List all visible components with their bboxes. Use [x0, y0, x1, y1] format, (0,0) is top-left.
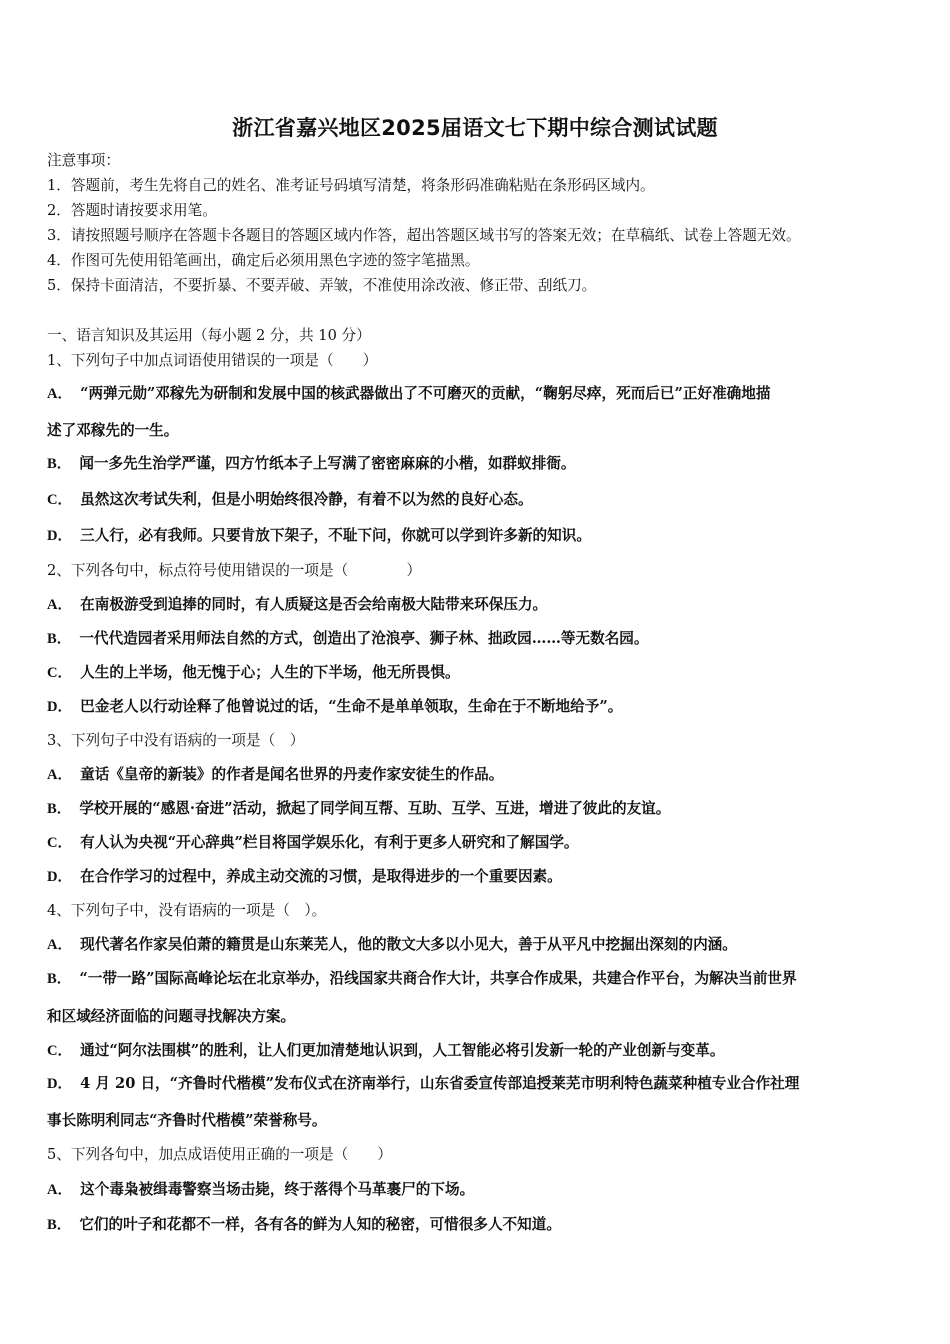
option-text: “两弹元勋”邓稼先为研制和发展中国的核武器做出了不可磨灭的贡献，“鞠躬尽瘁，死而后已”正好准确地描 — [80, 385, 771, 402]
option-line — [47, 629, 649, 649]
question-stem: 2、下列各句中，标点符号使用错误的一项是（ ） — [47, 562, 422, 579]
option-line — [47, 765, 503, 785]
option-text-continued: 述了邓稼先的一生。 — [47, 422, 179, 439]
question-stem: 5、下列各句中，加点成语使用正确的一项是（ ） — [47, 1146, 392, 1163]
question-stem: 4、下列句子中，没有语病的一项是（ ）。 — [47, 902, 327, 919]
option-text: 在合作学习的过程中，养成主动交流的习惯，是取得进步的一个重要因素。 — [80, 868, 562, 885]
option-letter: A． — [47, 937, 73, 953]
option-line — [47, 1180, 474, 1200]
option-text: 4 月 20 日，“齐鲁时代楷模”发布仪式在济南举行，山东省委宣传部追授莱芜市明利特色蔬菜种植专业合作社理 — [80, 1075, 800, 1092]
notice-item: 2．答题时请按要求用笔。 — [47, 202, 217, 219]
page-title: 浙江省嘉兴地区2025届语文七下期中综合测试试题 — [232, 116, 718, 140]
notice-item: 3．请按照题号顺序在答题卡各题目的答题区域内作答，超出答题区域书写的答案无效；在草稿纸、试卷上答题无效。 — [47, 227, 801, 244]
option-letter: A． — [47, 767, 73, 783]
option-text: 闻一多先生治学严谨，四方竹纸本子上写满了密密麻麻的小楷，如群蚁排衙。 — [79, 455, 576, 472]
notice-item: 1．答题前，考生先将自己的姓名、准考证号码填写清楚，将条形码准确粘贴在条形码区域内。 — [47, 177, 655, 194]
option-text: 现代著名作家吴伯萧的籍贯是山东莱芜人，他的散文大多以小见大，善于从平凡中挖掘出深刻的内涵。 — [80, 936, 737, 953]
option-line — [47, 969, 797, 989]
option-text: 一代代造园者采用师法自然的方式，创造出了沧浪亭、狮子林、拙政园……等无数名园。 — [79, 630, 649, 647]
option-letter: D． — [47, 1076, 73, 1092]
option-letter: B． — [47, 1217, 72, 1233]
option-text: 三人行，必有我师。只要肯放下架子，不耻下问，你就可以学到许多新的知识。 — [80, 527, 591, 544]
option-letter: A． — [47, 386, 73, 402]
option-line — [47, 1074, 799, 1094]
option-text: 它们的叶子和花都不一样，各有各的鲜为人知的秘密，可惜很多人不知道。 — [79, 1216, 561, 1233]
option-line — [47, 1041, 724, 1061]
option-line — [47, 935, 737, 955]
section-heading: 一、语言知识及其运用（每小题 2 分，共 10 分） — [47, 327, 371, 344]
notice-heading: 注意事项： — [47, 152, 120, 169]
option-text: 巴金老人以行动诠释了他曾说过的话，“生命不是单单领取，生命在于不断地给予”。 — [80, 698, 623, 715]
option-letter: A． — [47, 1182, 73, 1198]
option-line — [47, 867, 562, 887]
option-text: 这个毒枭被缉毒警察当场击毙，终于落得个马革裹尸的下场。 — [80, 1181, 475, 1198]
option-letter: B． — [47, 801, 72, 817]
option-line — [47, 490, 533, 510]
option-line — [47, 799, 670, 819]
option-line — [47, 526, 591, 546]
option-letter: D． — [47, 699, 73, 715]
option-line — [47, 384, 770, 404]
option-letter: C． — [47, 1043, 73, 1059]
option-text: 在南极游受到追捧的同时，有人质疑这是否会给南极大陆带来环保压力。 — [80, 596, 548, 613]
option-text: 有人认为央视“开心辞典”栏目将国学娱乐化，有利于更多人研究和了解国学。 — [80, 834, 579, 851]
question-stem: 3、下列句子中没有语病的一项是（ ） — [47, 732, 305, 749]
option-letter: B． — [47, 456, 72, 472]
option-letter: B． — [47, 631, 72, 647]
option-letter: C． — [47, 492, 73, 508]
option-letter: B． — [47, 971, 72, 987]
option-text: 学校开展的“感恩·奋进”活动，掀起了同学间互帮、互助、互学、互进，增进了彼此的友谊。 — [79, 800, 671, 817]
option-text-continued: 事长陈明利同志“齐鲁时代楷模”荣誉称号。 — [47, 1112, 327, 1129]
option-text: “一带一路”国际高峰论坛在北京举办，沿线国家共商合作大计，共享合作成果，共建合作平台，为解决当前世界 — [79, 970, 797, 987]
option-letter: C． — [47, 835, 73, 851]
notice-item: 5．保持卡面清洁，不要折暴、不要弄破、弄皱，不准使用涂改液、修正带、刮纸刀。 — [47, 277, 597, 294]
option-line — [47, 833, 579, 853]
option-text: 童话《皇帝的新装》的作者是闻名世界的丹麦作家安徒生的作品。 — [80, 766, 504, 783]
option-line — [47, 454, 576, 474]
option-line — [47, 697, 622, 717]
option-text: 虽然这次考试失利，但是小明始终很冷静，有着不以为然的良好心态。 — [80, 491, 533, 508]
notice-item: 4．作图可先使用铅笔画出，确定后必须用黑色字迹的签字笔描黑。 — [47, 252, 480, 269]
option-text: 通过“阿尔法围棋”的胜利，让人们更加清楚地认识到，人工智能必将引发新一轮的产业创新与变革。 — [80, 1042, 725, 1059]
question-stem: 1、下列句子中加点词语使用错误的一项是（ ） — [47, 352, 378, 369]
option-line — [47, 595, 547, 615]
option-letter: C． — [47, 665, 73, 681]
option-letter: A． — [47, 597, 73, 613]
option-line — [47, 663, 460, 683]
option-text: 人生的上半场，他无愧于心；人生的下半场，他无所畏惧。 — [80, 664, 460, 681]
option-text-continued: 和区域经济面临的问题寻找解决方案。 — [47, 1008, 296, 1025]
option-letter: D． — [47, 528, 73, 544]
option-letter: D． — [47, 869, 73, 885]
option-line — [47, 1215, 561, 1235]
